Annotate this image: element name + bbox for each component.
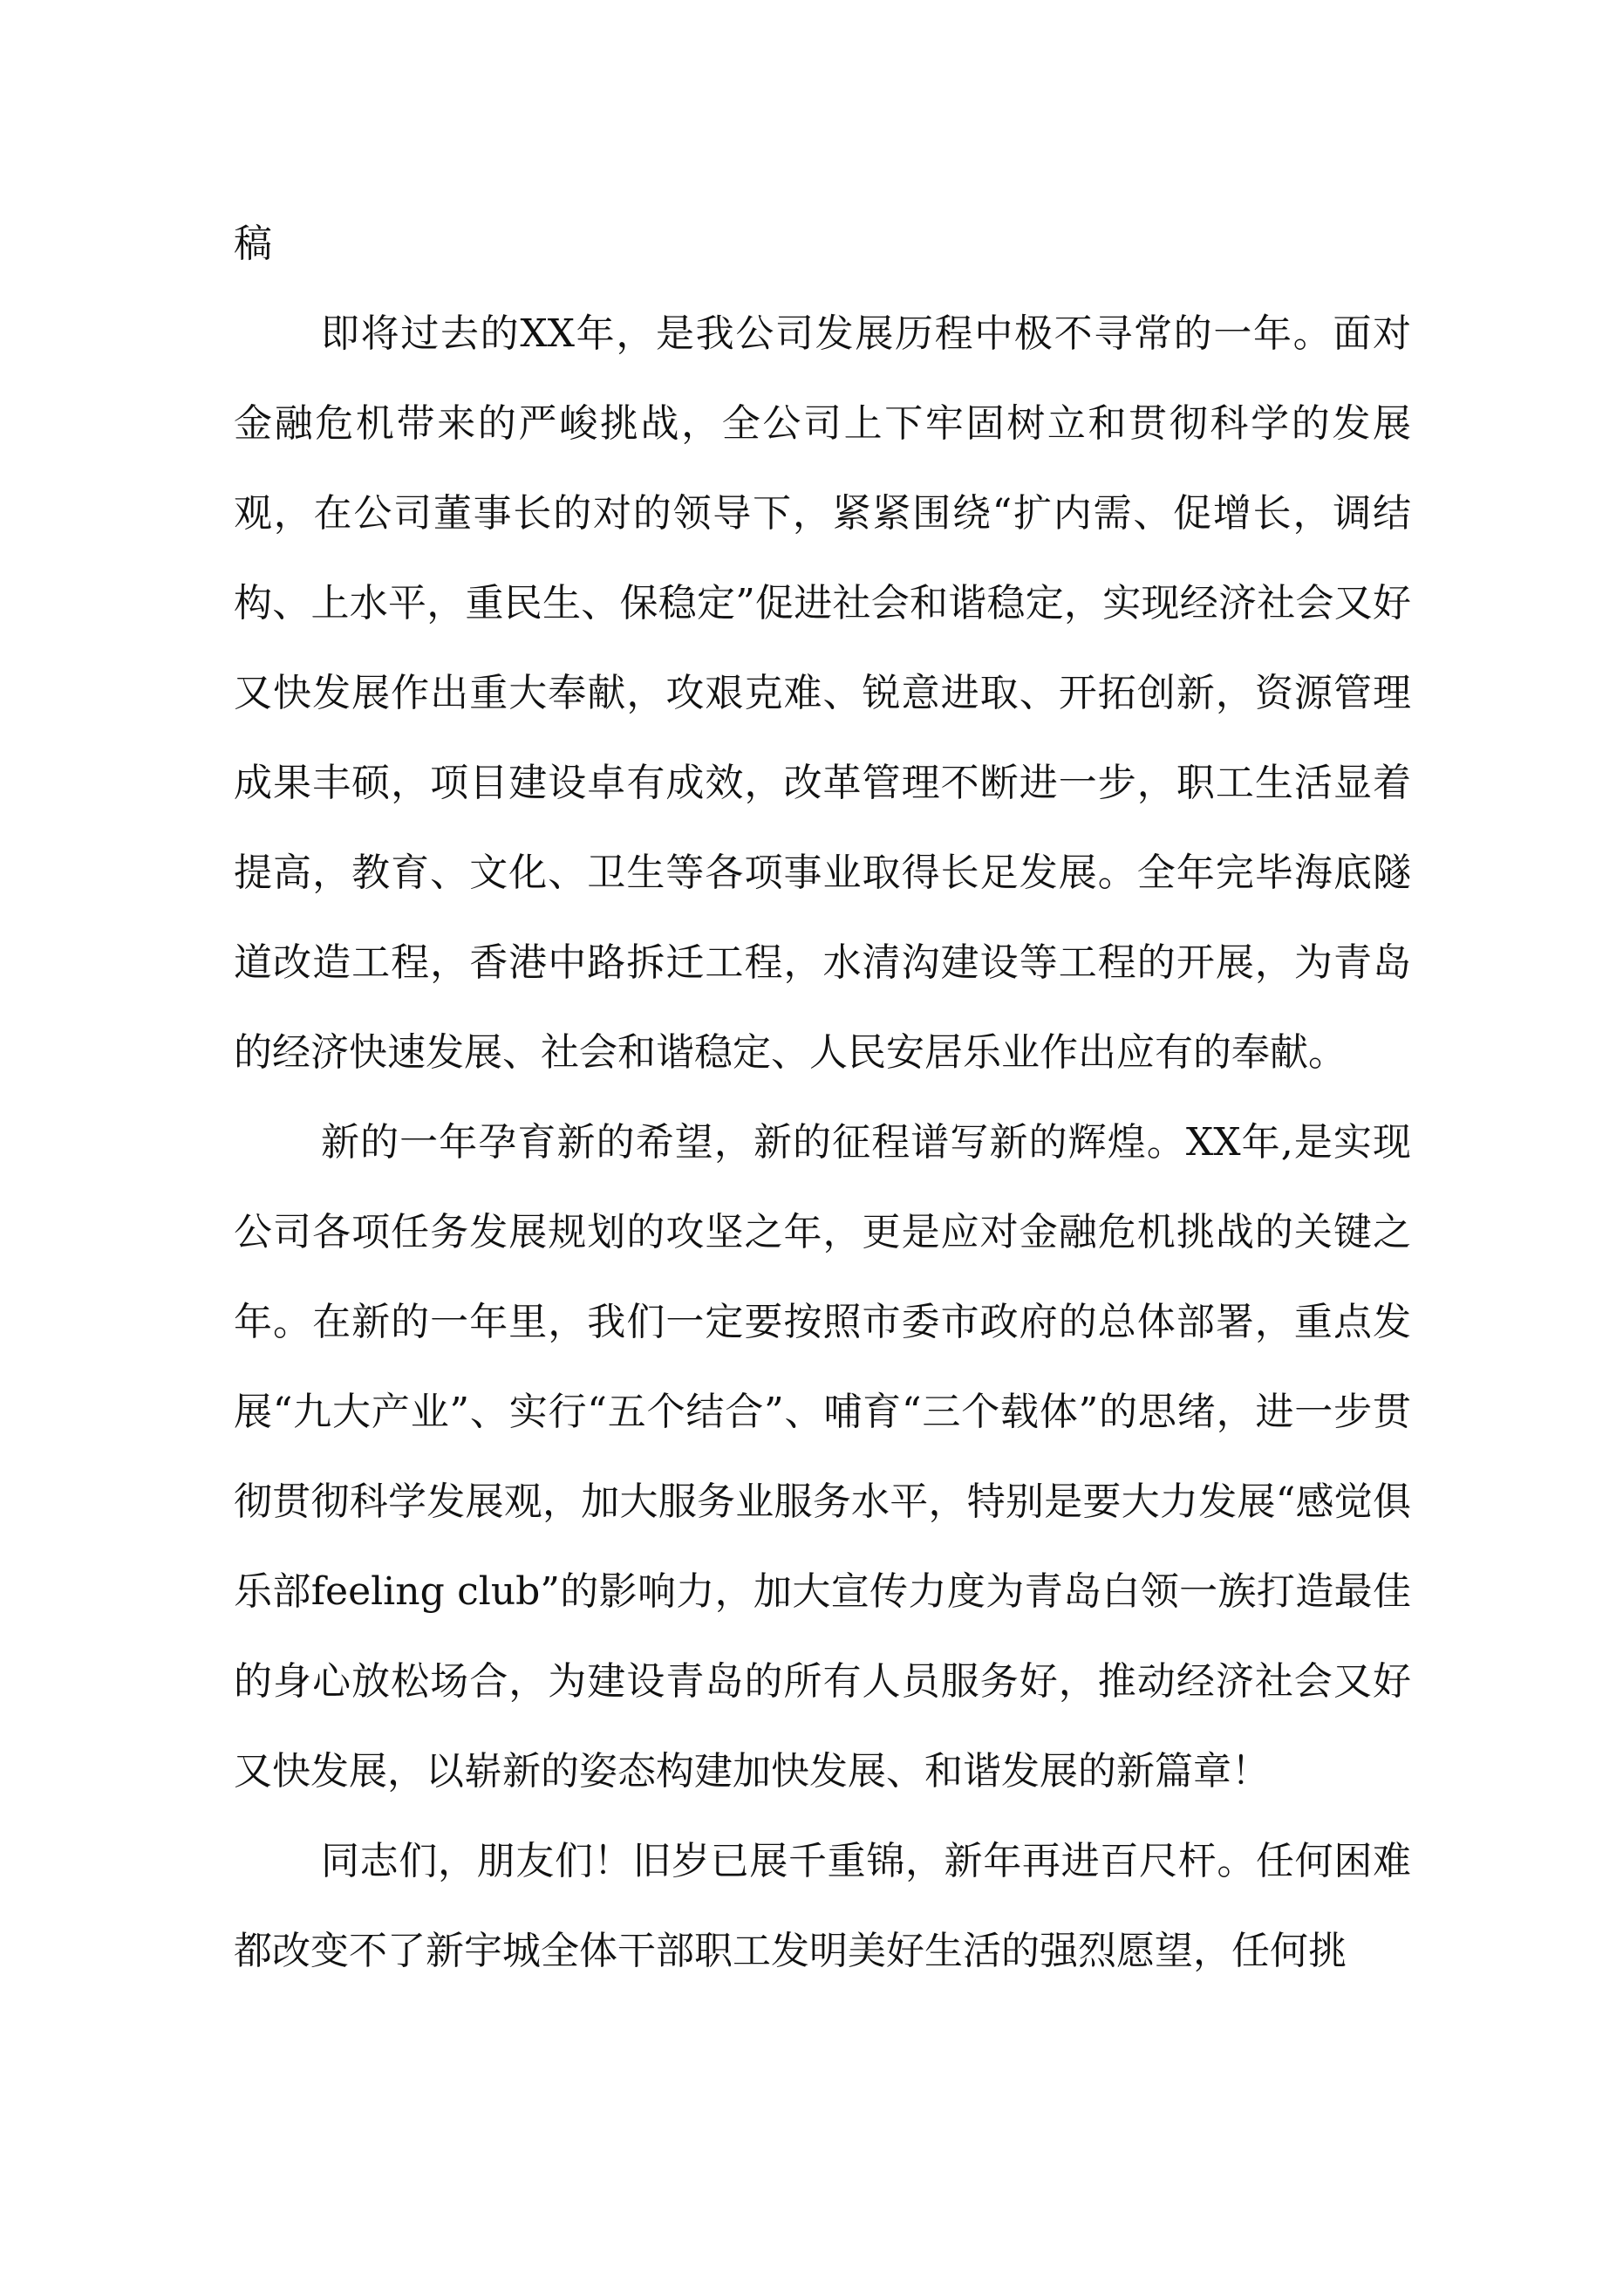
paragraph-2: 新的一年孕育新的希望，新的征程谱写新的辉煌。XX年,是实现公司各项任务发展规划的攻坚之年，更是应对金融危机挑战的关键之年。在新的一年里，我们一定要按照市委市政府的总体部署，重点发展“九大产业”、实行“五个结合”、哺育“三个载体”的思绪，进一步贯彻贯彻科学发展观，加大服务业服务水平，特别是要大力发展“感觉俱乐部feeling club”的影响力，加大宣传力度为青岛白领一族打造最佳的身心放松场合，为建设青岛的所有人员服务好，推动经济社会又好又快发展，以崭新的姿态构建加快发展、和谐发展的新篇章！: [234, 1120, 1411, 1794]
paragraph-1: 即将过去的XX年，是我公司发展历程中极不寻常的一年。面对金融危机带来的严峻挑战，全公司上下牢固树立和贯彻科学的发展观，在公司董事长的对的领导下，紧紧围绕“扩内需、促增长，调结构、上水平，重民生、保稳定”促进社会和谐稳定，实现经济社会又好又快发展作出重大奉献，攻艰克难、锐意进取、开拓创新，资源管理成果丰硕，项目建设卓有成效，改革管理不断进一步，职工生活显着提高，教育、文化、卫生等各项事业取得长足发展。全年完毕海底隧道改造工程，香港中路拆迁工程，水清沟建设等工程的开展，为青岛的经济快速发展、社会和谐稳定、人民安居乐业作出应有的奉献。: [234, 311, 1411, 1075]
paragraph-3: 同志们，朋友们！旧岁已展千重锦，新年再进百尺杆。任何困难都改变不了新宇城全体干部职工发明美好生活的强烈愿望，任何挑: [234, 1839, 1411, 1973]
text-fragment: 稿: [234, 222, 272, 266]
document-body: [234, 199, 1411, 1996]
